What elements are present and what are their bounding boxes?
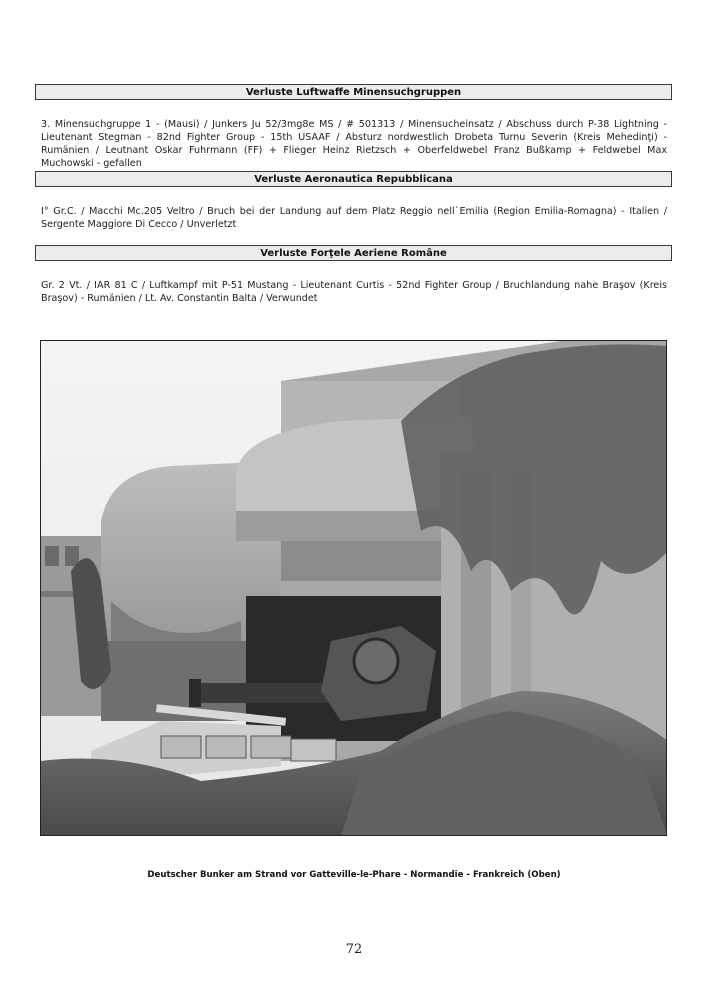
bunker-photo — [40, 340, 667, 836]
photo-caption: Deutscher Bunker am Strand vor Gatteville-le-Phare - Normandie - Frankreich (Oben) — [147, 870, 561, 880]
section-body-aeronautica: I° Gr.C. / Macchi Mc.205 Veltro / Bruch bei der Landung auf dem Platz Reggio nell`Emilia (Region Emilia-Romagna) - Italien / Sergente Maggiore Di Cecco / Unverletzt — [41, 206, 667, 230]
section-header-fortele: Verluste Forţele Aeriene Române — [35, 245, 672, 261]
section-header-luftwaffe: Verluste Luftwaffe Minensuchgruppen — [35, 84, 672, 100]
section-body-luftwaffe: 3. Minensuchgruppe 1 - (Mausi) / Junkers Ju 52/3mg8e MS / # 501313 / Minensucheinsatz / Abschuss durch P-38 Lightning - Lieutenant Stegman - 82nd Fighter Group - 15th USAAF / Absturz nordwestlich Drobeta Turnu Severin (Kreis Mehedinţi) - Rumänien / Leutnant Oskar Fuhrmann (FF) + Flieger Heinz Rietzsch + Oberfeldwebel Franz Bußkamp + Feldwebel Max Muchowski - gefallen — [41, 119, 667, 169]
page-number: 72 — [345, 942, 363, 957]
section-body-fortele: Gr. 2 Vt. / IAR 81 C / Luftkampf mit P-51 Mustang - Lieutenant Curtis - 52nd Fighter Group / Bruchlandung nahe Braşov (Kreis Braşov) - Rumänien / Lt. Av. Constantin Balta / Verwundet — [41, 280, 667, 304]
section-header-aeronautica: Verluste Aeronautica Repubblicana — [35, 171, 672, 187]
bunker-photo-illustration — [41, 341, 667, 836]
